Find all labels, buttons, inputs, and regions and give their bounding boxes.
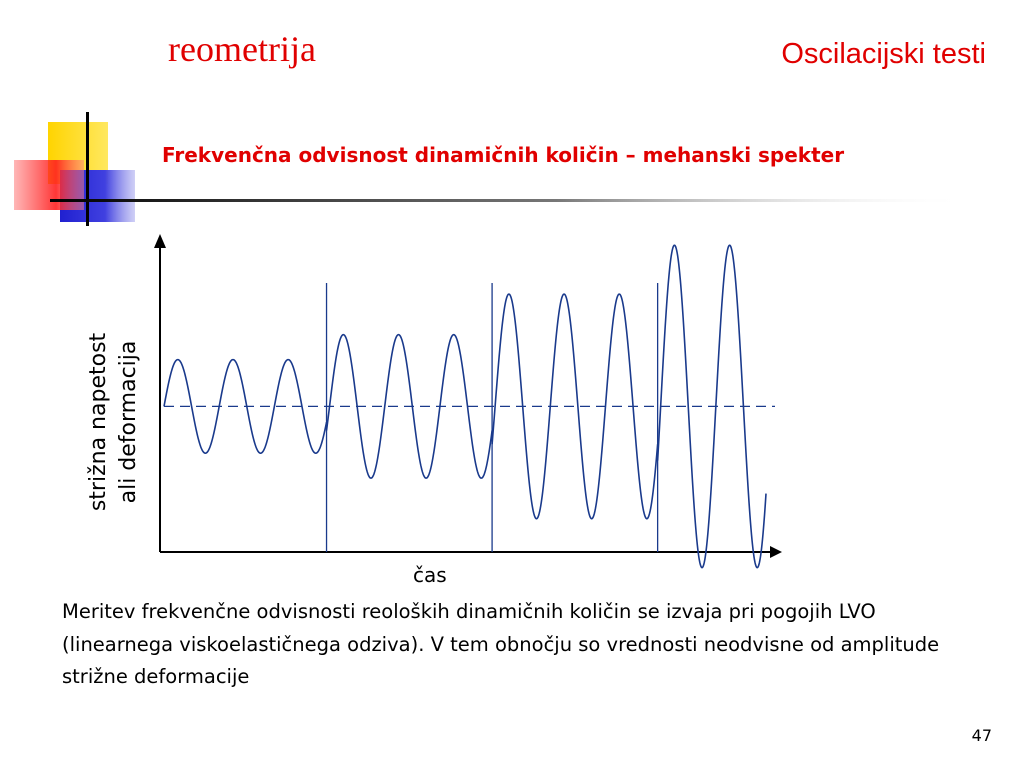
- slide-body-text: Meritev frekvenčne odvisnosti reoloških dinamičnih količin se izvaja pri pogojih LVO (linearnega viskoelastičnega odziva). V tem obnočju so vrednosti neodvisne od amplitude strižne deformacije: [62, 600, 940, 688]
- y-axis-arrowhead: [154, 234, 166, 248]
- y-axis-label-line-2: ali deformacija: [116, 340, 141, 504]
- page-number: 47: [971, 726, 992, 745]
- slide-title: Frekvenčna odvisnost dinamičnih količin – mehanski spekter: [162, 143, 845, 167]
- section-title: Oscilacijski testi: [781, 38, 986, 70]
- y-axis-label-line-1: strižna napetost: [86, 332, 111, 512]
- x-axis-arrowhead: [770, 546, 782, 558]
- x-axis-label: čas: [413, 563, 447, 587]
- presentation-topic: reometrija: [168, 29, 316, 69]
